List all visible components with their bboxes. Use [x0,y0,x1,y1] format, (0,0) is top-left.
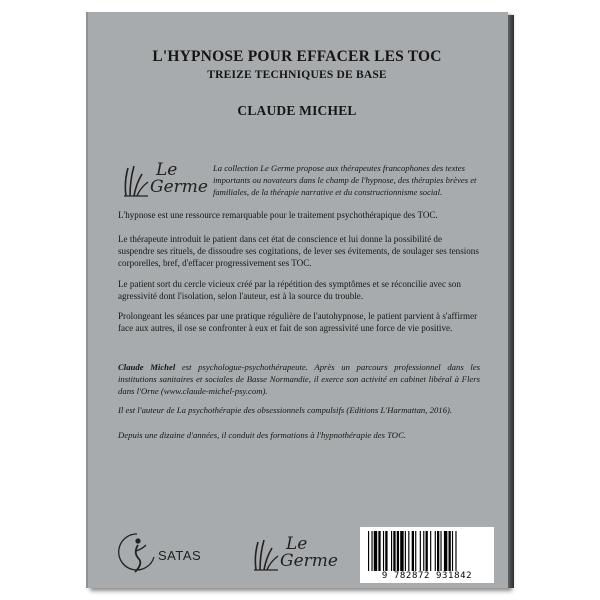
book-back-cover [86,12,508,588]
barcode-bar [397,531,399,571]
barcode-bar [383,531,384,571]
le-germe-logo-top [122,160,206,200]
barcode-bar [415,531,416,571]
le-germe-logo-bottom [252,534,342,574]
logo-germe-text: Germe [150,177,208,197]
book-edge-shadow [508,15,514,588]
grass-tuft-icon [252,536,282,572]
author-works: Il est l'auteur de La psychothérapie des obsessionnels compulsifs (Editions L'Harmattan, 2016). [118,405,453,415]
collection-intro: La collection Le Germe propose aux thérapeutes francophones des textes importants ou novateurs dans le champ de l'hypnose, des thérapies brèves et familiales, de la thérapie narrative et du constructionnisme social. [213,163,477,198]
barcode-bar [455,531,456,571]
barcode-bar [430,531,431,571]
barcode-bar [444,531,447,571]
logo-le-text: Le [156,160,178,180]
barcode-bar [449,531,451,571]
barcode-bar [408,531,409,571]
barcode-bar [440,531,441,571]
barcode-bar [423,531,424,571]
barcode-bar [452,531,453,571]
logo-le-text: Le [286,534,308,554]
body-paragraph-4: Prolongeant les séances par une pratique régulière de l'autohypnose, le patient parvient à s'affirmer face aux autres, il ose se confronter à eux et fait de son agressivité une force de vie positive. [118,311,478,334]
book-title: L'HYPNOSE POUR EFFACER LES TOC [152,48,442,65]
barcode-bar [412,531,414,571]
author-bio-name: Claude Michel [118,362,176,372]
barcode-bar [400,531,403,571]
book-subtitle: TREIZE TECHNIQUES DE BASE [207,69,387,81]
body-paragraph-2: Le thérapeute introduit le patient dans cet état de conscience et lui donne la possibilité de suspendre ses rituels, de dissoudre ses cogitations, de lever ses évitements, de soulager ses tensions corporelles, bref, d'effacer progressivement ses TOC. [118,234,479,269]
satas-logo [118,531,208,579]
isbn-number: 9 782872 931842 [381,571,473,581]
barcode-bar [371,531,372,571]
barcode-bar [385,531,387,571]
barcode-bar [378,531,380,571]
barcode-bar [426,531,428,571]
satas-text: SATAS [158,548,202,563]
body-paragraph-3: Le patient sort du cercle vicieux créé par la répétition des symptômes et se réconcilie avec son agressivité dont l'isolation, selon l'auteur, est à la source du trouble. [118,279,461,302]
barcode-bar [437,531,439,571]
barcode-bar [374,531,377,571]
barcode-bar [435,531,436,571]
barcode-bar [420,531,421,571]
barcode-bar [405,531,406,571]
barcode-bars [360,529,494,573]
grass-tuft-icon [122,162,152,198]
logo-germe-text: Germe [280,551,338,571]
barcode-bar [368,531,369,571]
barcode-bar [393,531,395,571]
body-paragraph-1: L'hypnose est une ressource remarquable pour le traitement psychothérapique des TOC. [118,210,438,220]
book-author: CLAUDE MICHEL [237,103,357,118]
barcode-bar [391,531,392,571]
satas-figure-icon [118,531,156,577]
author-bio [118,361,480,397]
isbn-barcode [360,527,494,583]
author-trainings: Depuis une dizaine d'années, il conduit des formations à l'hypnothérapie des TOC. [118,430,407,440]
author-bio-text: est psychologue-psychothérapeute. Après un parcours professionnel dans les institutions sanitaires et sociales de Basse Normandie, il exerce son activité en cabinet libéral à Flers dans l'Orne (www.claude-michel-psy.com). [118,362,480,396]
